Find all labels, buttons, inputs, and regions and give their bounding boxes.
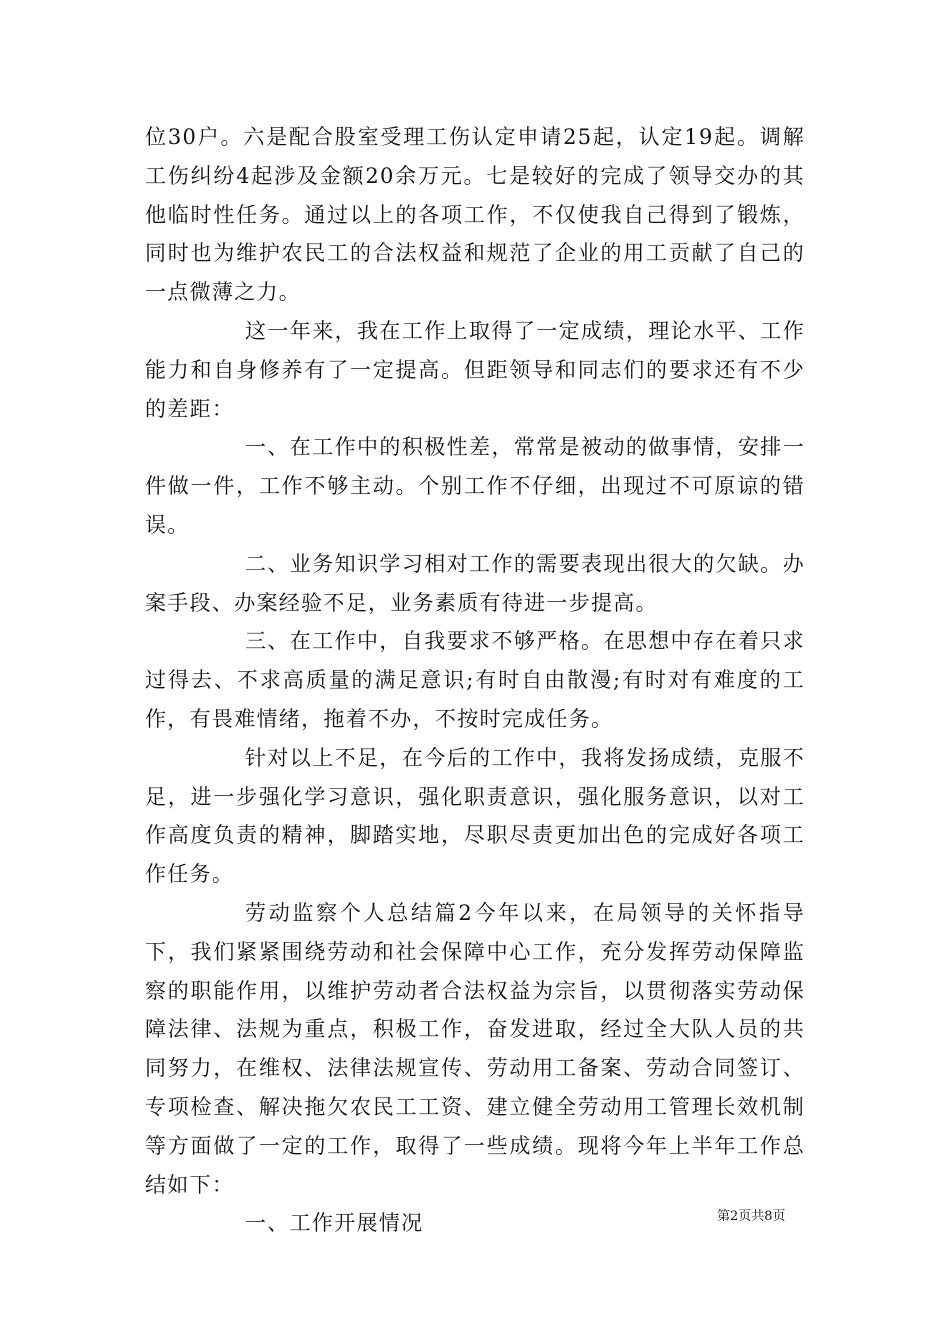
document-body: [145, 118, 805, 1243]
paragraph-summary-2-intro: 劳动监察个人总结篇2今年以来，在局领导的关怀指导下，我们紧紧围绕劳动和社会保障中心工作，充分发挥劳动保障监察的职能作用，以维护劳动者合法权益为宗旨，以贯彻落实劳动保障法律、法规为重点，积极工作，奋发进取，经过全大队人员的共同努力，在维权、法律法规宣传、劳动用工备案、劳动合同签订、专项检查、解决拖欠农民工工资、建立健全劳动用工管理长效机制等方面做了一定的工作，取得了一些成绩。现将今年上半年工作总结如下：: [145, 900, 805, 1197]
section-heading-work-status: 一、工作开展情况: [245, 1211, 424, 1236]
paragraph-achievements: 这一年来，我在工作上取得了一定成绩，理论水平、工作能力和自身修养有了一定提高。但距领导和同志们的要求还有不少的差距：: [145, 318, 805, 421]
paragraph-shortcoming-1: 一、在工作中的积极性差，常常是被动的做事情，安排一件做一件，工作不够主动。个别工作不仔细，出现过不可原谅的错误。: [145, 435, 805, 537]
paragraph-shortcoming-2: 二、业务知识学习相对工作的需要表现出很大的欠缺。办案手段、办案经验不足，业务素质有待进一步提高。: [145, 551, 805, 615]
page-number-footer: 第2页共8页: [717, 1209, 786, 1224]
paragraph-improvement-plan: 针对以上不足，在今后的工作中，我将发扬成绩，克服不足，进一步强化学习意识，强化职责意识，强化服务意识，以对工作高度负责的精神，脚踏实地，尽职尽责更加出色的完成好各项工作任务。: [145, 745, 805, 887]
paragraph-shortcoming-3: 三、在工作中，自我要求不够严格。在思想中存在着只求过得去、不求高质量的满足意识;有时自由散漫;有时对有难度的工作，有畏难情绪，拖着不办，不按时完成任务。: [145, 629, 805, 731]
paragraph-continuation: 位30户。六是配合股室受理工伤认定申请25起，认定19起。调解工伤纠纷4起涉及金额20余万元。七是较好的完成了领导交办的其他临时性任务。通过以上的各项工作，不仅使我自己得到了锻炼，同时也为维护农民工的合法权益和规范了企业的用工贡献了自己的一点微薄之力。: [145, 125, 805, 305]
